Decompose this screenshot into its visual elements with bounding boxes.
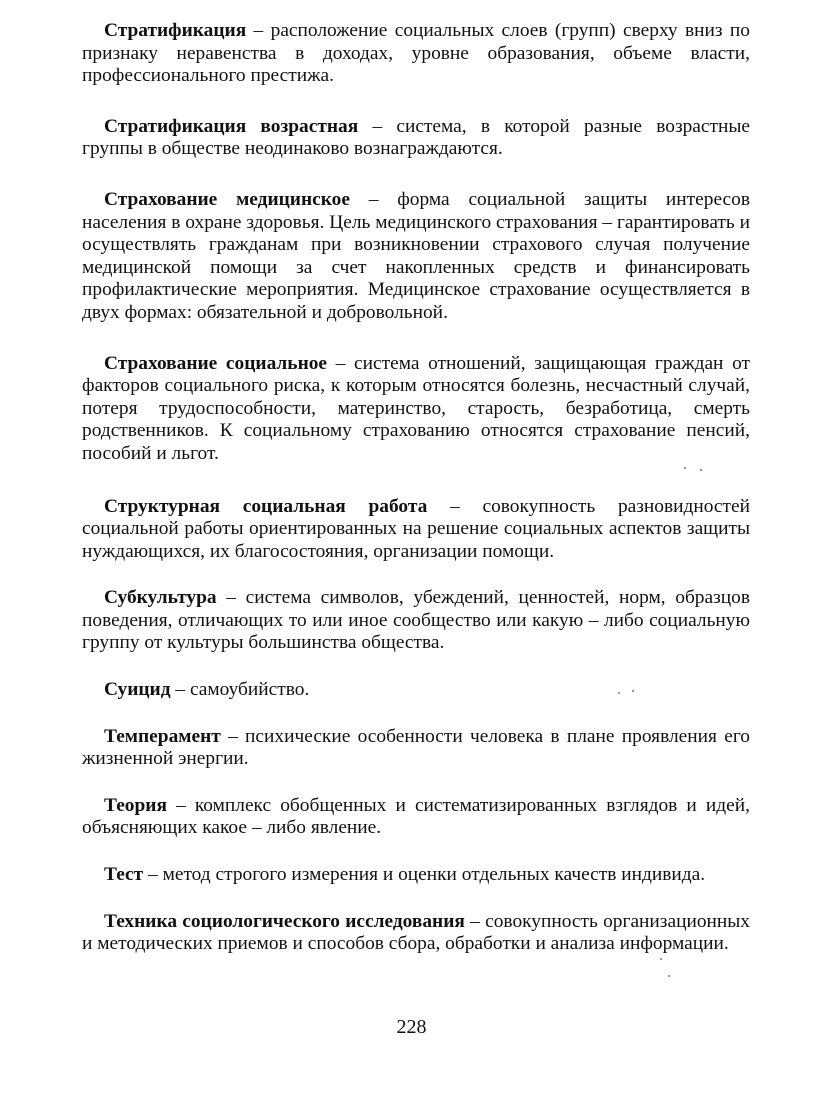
entry-term: Темперамент [104, 725, 221, 747]
entry-definition: – форма социальной защиты интересов населения в охране здоровья. Цель медицинского страхования – гарантировать и осуществлять гражданам при возникновении страхового случая получение медицинской помощи за счет накопленных средств и финансировать профилактические мероприятия. Медицинское страхование осуществляется в двух формах: обязательной и добровольной. [82, 188, 750, 323]
entry-definition: – самоубийство. [170, 679, 310, 701]
scan-speck [700, 469, 702, 471]
scan-speck [668, 975, 670, 977]
entry-definition: – комплекс обобщенных и систематизированных взглядов и идей, объясняющих какое – либо явление. [82, 794, 750, 839]
entry-term: Суицид [104, 679, 171, 701]
scan-speck [684, 467, 686, 469]
entry-term: Тест [104, 864, 144, 886]
glossary-entry-stratification [82, 20, 750, 88]
scan-speck [632, 690, 634, 692]
glossary-entry-suicide [82, 679, 750, 702]
entry-definition: – совокупность организационных и методических приемов и способов сбора, обработки и анализа информации. [82, 910, 751, 955]
glossary-entry-theory [82, 795, 750, 840]
glossary-entry-medical-insurance [82, 189, 750, 325]
entry-definition: – психические особенности человека в плане проявления его жизненной энергии. [82, 725, 750, 770]
glossary-entry-test [82, 864, 750, 887]
entry-definition: – система символов, убеждений, ценностей, норм, образцов поведения, отличающих то или иное сообщество или какую – либо социальную группу от культуры большинства общества. [82, 587, 750, 654]
entry-term: Страхование медицинское [104, 188, 350, 210]
entry-term: Структурная социальная работа [104, 495, 428, 517]
glossary-entry-structural-social-work [82, 496, 750, 564]
entry-term: Стратификация [104, 20, 247, 41]
entry-term: Стратификация возрастная [104, 115, 359, 137]
entry-term: Субкультура [104, 587, 217, 609]
glossary-entry-research-technique [82, 911, 750, 956]
entry-definition: – система отношений, защищающая граждан от факторов социального риска, к которым относятся болезнь, несчастный случай, потеря трудоспособности, материнство, старость, безработица, смерть родственников. К социальному страхованию относятся страхование пенсий, пособий и льгот. [82, 352, 750, 464]
scan-speck [618, 692, 620, 694]
glossary-page [82, 20, 750, 956]
entry-definition: – система, в которой разные возрастные группы в обществе неодинаково вознаграждаются. [82, 115, 750, 160]
glossary-entry-age-stratification [82, 116, 750, 161]
glossary-entry-social-insurance [82, 353, 750, 466]
entry-definition: – метод строгого измерения и оценки отдельных качеств индивида. [143, 864, 706, 886]
glossary-entry-temperament [82, 726, 750, 771]
page-number: 228 [396, 1016, 427, 1038]
entry-term: Страхование социальное [104, 352, 328, 374]
entry-definition: – расположение социальных слоев (групп) сверху вниз по признаку неравенства в доходах, уровне образования, объеме власти, профессионального престижа. [82, 20, 750, 87]
entry-term: Техника социологического исследования [104, 910, 465, 932]
entry-term: Теория [104, 794, 167, 816]
glossary-entry-subculture [82, 587, 750, 655]
scan-speck [660, 958, 662, 960]
entry-definition: – совокупность разновидностей социальной работы ориентированных на решение социальных аспектов защиты нуждающихся, их благосостояния, организации помощи. [82, 495, 750, 562]
